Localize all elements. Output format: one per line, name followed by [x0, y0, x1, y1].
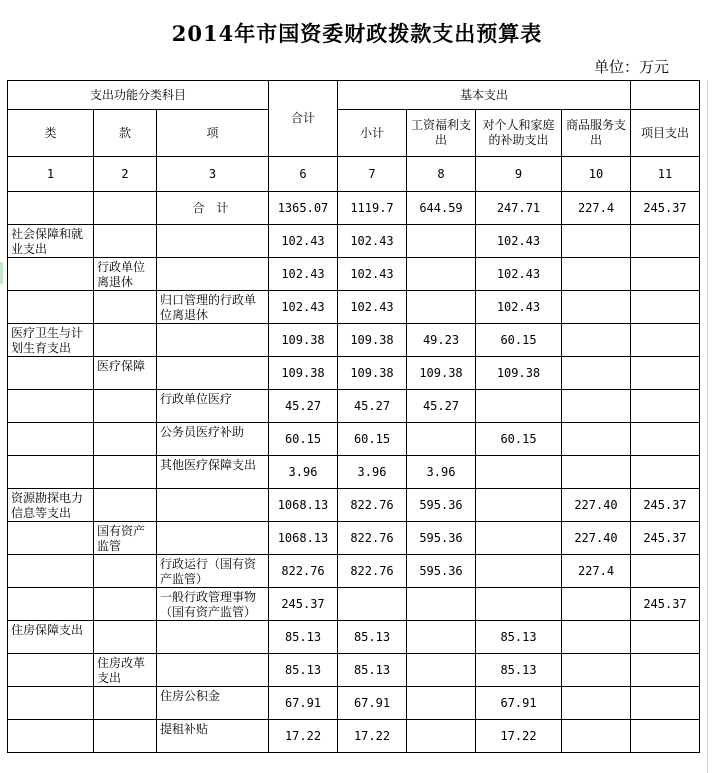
project-cell	[631, 291, 700, 324]
wages-cell	[407, 687, 476, 720]
kuan-cell	[94, 687, 157, 720]
kuan-cell: 国有资产监管	[94, 522, 157, 555]
goods-header: 商品服务支出	[562, 110, 631, 157]
total-cell: 245.37	[269, 588, 338, 621]
subtotal-cell: 3.96	[338, 456, 407, 489]
table-body	[8, 192, 700, 753]
project-cell	[631, 555, 700, 588]
personal-cell: 85.13	[476, 654, 562, 687]
table-row	[8, 225, 700, 258]
xiang-cell: 行政单位医疗	[157, 390, 269, 423]
table-row	[8, 621, 700, 654]
table-row	[8, 291, 700, 324]
lei-cell	[8, 357, 94, 390]
project-cell	[631, 720, 700, 753]
xiang-cell	[157, 522, 269, 555]
subtotal-cell: 85.13	[338, 654, 407, 687]
xiang-cell	[157, 654, 269, 687]
kuan-cell	[94, 291, 157, 324]
col-num: 2	[94, 157, 157, 192]
total-cell: 60.15	[269, 423, 338, 456]
blank-header	[631, 81, 700, 110]
xiang-cell: 公务员医疗补助	[157, 423, 269, 456]
subtotal-header: 小计	[338, 110, 407, 157]
goods-cell	[562, 720, 631, 753]
lei-cell	[8, 720, 94, 753]
goods-cell	[562, 423, 631, 456]
kuan-cell	[94, 720, 157, 753]
kuan-cell	[94, 423, 157, 456]
project-cell	[631, 258, 700, 291]
col-num: 3	[157, 157, 269, 192]
basic-header: 基本支出	[338, 81, 631, 110]
unit-label: 单位：万元	[594, 58, 670, 76]
wages-cell	[407, 258, 476, 291]
budget-table	[7, 80, 700, 753]
total-cell: 1068.13	[269, 522, 338, 555]
goods-cell	[562, 357, 631, 390]
lei-header: 类	[8, 110, 94, 157]
lei-cell: 社会保障和就业支出	[8, 225, 94, 258]
goods-cell	[562, 621, 631, 654]
project-cell: 245.37	[631, 588, 700, 621]
personal-cell: 102.43	[476, 291, 562, 324]
subtotal-cell: 109.38	[338, 357, 407, 390]
col-num: 10	[562, 157, 631, 192]
table-row	[8, 357, 700, 390]
wages-cell: 109.38	[407, 357, 476, 390]
goods-cell: 227.4	[562, 555, 631, 588]
table-row	[8, 654, 700, 687]
subtotal-cell: 102.43	[338, 225, 407, 258]
kuan-cell	[94, 324, 157, 357]
xiang-cell: 归口管理的行政单位离退休	[157, 291, 269, 324]
total-cell: 1068.13	[269, 489, 338, 522]
xiang-cell	[157, 225, 269, 258]
col-num: 7	[338, 157, 407, 192]
kuan-cell	[94, 621, 157, 654]
wages-cell: 49.23	[407, 324, 476, 357]
lei-cell	[8, 555, 94, 588]
project-cell	[631, 621, 700, 654]
kuan-cell: 医疗保障	[94, 357, 157, 390]
subtotal-cell: 60.15	[338, 423, 407, 456]
project-header: 项目支出	[631, 110, 700, 157]
project-cell	[631, 423, 700, 456]
goods-cell: 227.40	[562, 489, 631, 522]
personal-cell	[476, 522, 562, 555]
goods-cell	[562, 258, 631, 291]
kuan-cell	[94, 555, 157, 588]
subtotal-cell: 822.76	[338, 555, 407, 588]
wages-cell	[407, 654, 476, 687]
personal-cell	[476, 390, 562, 423]
personal-cell: 60.15	[476, 324, 562, 357]
total-cell: 102.43	[269, 225, 338, 258]
personal-cell: 67.91	[476, 687, 562, 720]
subtotal-cell: 102.43	[338, 258, 407, 291]
project-cell	[631, 324, 700, 357]
goods-cell	[562, 654, 631, 687]
lei-cell	[8, 456, 94, 489]
page-title: 2014年市国资委财政拨款支出预算表	[171, 21, 543, 46]
xiang-cell: 住房公积金	[157, 687, 269, 720]
xiang-cell	[157, 357, 269, 390]
table-row	[8, 456, 700, 489]
col-num: 9	[476, 157, 562, 192]
total-cell: 45.27	[269, 390, 338, 423]
subtotal-cell	[338, 588, 407, 621]
table-row	[8, 423, 700, 456]
kuan-cell: 住房改革支出	[94, 654, 157, 687]
wages-cell: 644.59	[407, 192, 476, 225]
total-cell: 109.38	[269, 324, 338, 357]
subtotal-cell: 1119.7	[338, 192, 407, 225]
wages-cell: 595.36	[407, 555, 476, 588]
goods-cell: 227.4	[562, 192, 631, 225]
lei-cell	[8, 390, 94, 423]
project-cell: 245.37	[631, 522, 700, 555]
goods-cell	[562, 456, 631, 489]
table-row	[8, 687, 700, 720]
project-cell: 245.37	[631, 192, 700, 225]
wages-cell: 595.36	[407, 522, 476, 555]
kuan-cell	[94, 225, 157, 258]
lei-cell: 医疗卫生与计划生育支出	[8, 324, 94, 357]
subtotal-cell: 822.76	[338, 522, 407, 555]
project-cell	[631, 687, 700, 720]
subtotal-cell: 102.43	[338, 291, 407, 324]
personal-cell: 85.13	[476, 621, 562, 654]
column-guide	[707, 80, 708, 773]
lei-cell	[8, 192, 94, 225]
wages-cell: 3.96	[407, 456, 476, 489]
total-cell: 17.22	[269, 720, 338, 753]
project-cell	[631, 357, 700, 390]
lei-cell: 住房保障支出	[8, 621, 94, 654]
total-cell: 85.13	[269, 621, 338, 654]
total-cell: 102.43	[269, 291, 338, 324]
wages-cell: 45.27	[407, 390, 476, 423]
wages-cell	[407, 423, 476, 456]
kuan-cell	[94, 588, 157, 621]
lei-cell	[8, 588, 94, 621]
wages-cell	[407, 720, 476, 753]
lei-cell	[8, 522, 94, 555]
personal-cell	[476, 588, 562, 621]
xiang-cell	[157, 258, 269, 291]
total-cell: 67.91	[269, 687, 338, 720]
subtotal-cell: 45.27	[338, 390, 407, 423]
total-cell: 109.38	[269, 357, 338, 390]
personal-cell: 102.43	[476, 258, 562, 291]
goods-cell	[562, 390, 631, 423]
goods-cell	[562, 291, 631, 324]
personal-cell: 109.38	[476, 357, 562, 390]
project-cell	[631, 390, 700, 423]
header-row-2	[8, 110, 700, 157]
xiang-cell	[157, 324, 269, 357]
personal-cell	[476, 489, 562, 522]
xiang-cell	[157, 489, 269, 522]
goods-cell	[562, 588, 631, 621]
goods-cell	[562, 225, 631, 258]
wages-cell	[407, 621, 476, 654]
personal-cell: 17.22	[476, 720, 562, 753]
personal-header: 对个人和家庭的补助支出	[476, 110, 562, 157]
lei-cell	[8, 291, 94, 324]
col-num: 11	[631, 157, 700, 192]
table-row	[8, 720, 700, 753]
project-cell	[631, 654, 700, 687]
wages-cell	[407, 291, 476, 324]
project-cell	[631, 225, 700, 258]
lei-cell	[8, 258, 94, 291]
lei-cell: 资源勘探电力信息等支出	[8, 489, 94, 522]
wages-cell	[407, 225, 476, 258]
subtotal-cell: 109.38	[338, 324, 407, 357]
wages-cell: 595.36	[407, 489, 476, 522]
table-row	[8, 588, 700, 621]
xiang-header: 项	[157, 110, 269, 157]
lei-cell	[8, 423, 94, 456]
xiang-cell	[157, 621, 269, 654]
personal-cell	[476, 456, 562, 489]
total-cell: 102.43	[269, 258, 338, 291]
total-cell: 822.76	[269, 555, 338, 588]
lei-cell	[8, 654, 94, 687]
kuan-cell	[94, 390, 157, 423]
personal-cell	[476, 555, 562, 588]
row-marker	[0, 262, 3, 284]
table-row	[8, 522, 700, 555]
kuan-cell	[94, 192, 157, 225]
subtotal-cell: 67.91	[338, 687, 407, 720]
table-row	[8, 324, 700, 357]
table-row	[8, 555, 700, 588]
personal-cell: 60.15	[476, 423, 562, 456]
table-row	[8, 390, 700, 423]
wages-header: 工资福利支出	[407, 110, 476, 157]
col-num: 6	[269, 157, 338, 192]
kuan-header: 款	[94, 110, 157, 157]
col-num: 8	[407, 157, 476, 192]
subtotal-cell: 85.13	[338, 621, 407, 654]
table-row	[8, 489, 700, 522]
xiang-cell: 合 计	[157, 192, 269, 225]
table-row	[8, 192, 700, 225]
total-cell: 3.96	[269, 456, 338, 489]
header-row-1	[8, 81, 700, 110]
project-cell: 245.37	[631, 489, 700, 522]
wages-cell	[407, 588, 476, 621]
func-class-header: 支出功能分类科目	[8, 81, 269, 110]
total-cell: 1365.07	[269, 192, 338, 225]
kuan-cell	[94, 456, 157, 489]
goods-cell: 227.40	[562, 522, 631, 555]
kuan-cell	[94, 489, 157, 522]
project-cell	[631, 456, 700, 489]
subtotal-cell: 822.76	[338, 489, 407, 522]
xiang-cell: 其他医疗保障支出	[157, 456, 269, 489]
xiang-cell: 行政运行（国有资产监管）	[157, 555, 269, 588]
personal-cell: 247.71	[476, 192, 562, 225]
xiang-cell: 提租补贴	[157, 720, 269, 753]
lei-cell	[8, 687, 94, 720]
kuan-cell: 行政单位离退休	[94, 258, 157, 291]
table-row	[8, 258, 700, 291]
goods-cell	[562, 324, 631, 357]
subtotal-cell: 17.22	[338, 720, 407, 753]
xiang-cell: 一般行政管理事物（国有资产监管）	[157, 588, 269, 621]
goods-cell	[562, 687, 631, 720]
total-header: 合计	[269, 81, 338, 157]
col-num: 1	[8, 157, 94, 192]
personal-cell: 102.43	[476, 225, 562, 258]
total-cell: 85.13	[269, 654, 338, 687]
column-number-row	[8, 157, 700, 192]
